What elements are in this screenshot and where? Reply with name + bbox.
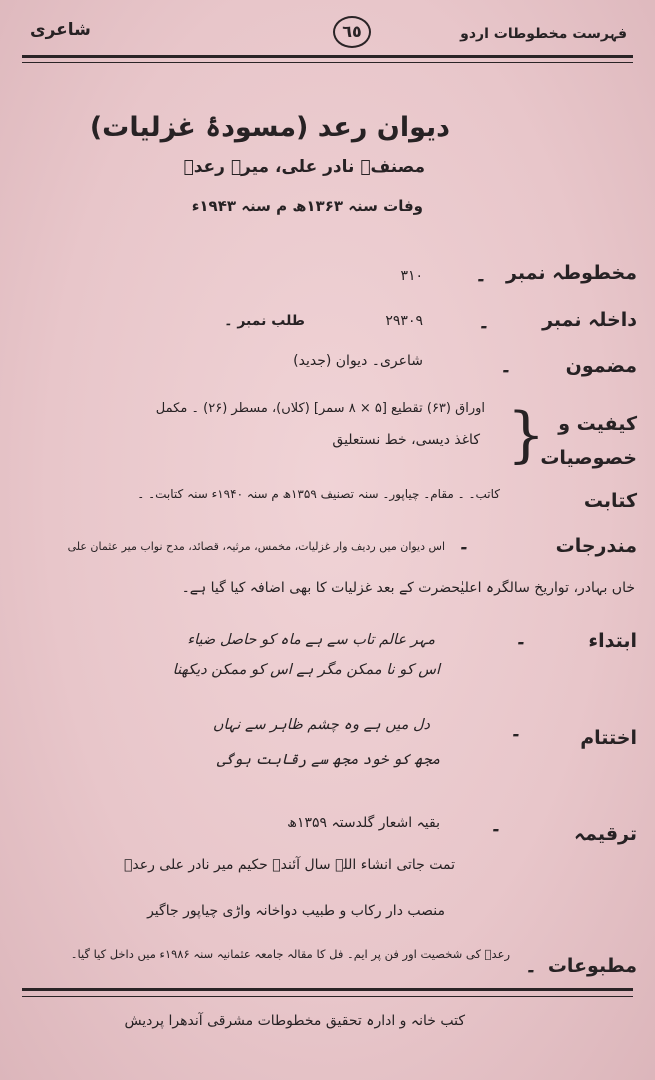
beginning-verse-1: مہر عالم تاب سے ہے ماہ کو حاصل ضیاء: [187, 632, 435, 648]
printed-label: مطبوعات: [547, 955, 637, 977]
colophon-label: ترقیمہ: [573, 823, 637, 845]
header-rule-top: [22, 55, 633, 58]
colophon-line2: تمت جاتی انشاء اللہ سال آئندہ حکیم میر نادر علی رعدؔ: [123, 857, 455, 873]
colophon-line1: بقیہ اشعار گلدستہ ۱۳۵۹ھ: [287, 815, 440, 831]
page-number-badge: [333, 16, 371, 48]
colophon-line3: منصب دار رکاب و طبیب دواخانہ واڑی چیاپور جاگیر: [147, 903, 445, 919]
entry-number-value: ۲۹۳۰۹: [385, 313, 423, 329]
requisition-number: طلب نمبر ۔: [224, 313, 305, 329]
ending-label: اختتام: [580, 727, 637, 749]
header-right-text: فہرست مخطوطات اردو: [460, 26, 627, 42]
page-number: ٦٥: [342, 22, 362, 41]
features-brace: }: [507, 400, 546, 470]
beginning-label: ابتداء: [588, 630, 637, 652]
footer-rule-bottom: [22, 996, 633, 997]
ending-verse-2: مجھ کو خود مجھ سے رقابت ہوگی: [216, 752, 440, 768]
footer-rule-top: [22, 988, 633, 991]
beginning-verse-2: اس کو نا ممکن مگر ہے اس کو ممکن دیکھنا: [172, 662, 440, 678]
author-line: مصنف۔ نادر علی، میر۔ رعدؔ: [183, 157, 425, 177]
death-line: وفات سنہ ۱۳۶۳ھ م سنہ ۱۹۴۳ء: [191, 197, 423, 215]
subject-label: مضمون: [565, 355, 637, 377]
manuscript-number-value: ۳۱۰: [400, 268, 423, 284]
features-label-line1: کیفیت و: [558, 413, 637, 435]
subject-value: شاعری۔ دیوان (جدید): [293, 353, 423, 369]
features-line1: اوراق (۶۳) تقطیع [۵ × ۸ سمر] (کلاں)، مسطر (۲۶) ۔ مکمل: [155, 401, 485, 416]
printed-value: رعدؔ کی شخصیت اور فن پر ایم۔ فل کا مقالہ جامعہ عثمانیہ سنہ ۱۹۸۶ء میں داخل کیا گیا۔: [70, 947, 510, 961]
manuscript-number-dash: ۔: [475, 262, 487, 286]
contents-line2: خاں بہادر، تواریخ سالگرہ اعلیٰحضرت کے بعد غزلیات کا بھی اضافہ کیا گیا ہے۔: [181, 580, 635, 596]
header-rule-bottom: [22, 62, 633, 63]
entry-number-label: داخلہ نمبر: [542, 309, 637, 331]
features-label-line2: خصوصیات: [540, 447, 637, 469]
scribing-label: کتابت: [583, 490, 637, 512]
printed-dash: ۔: [525, 953, 537, 977]
subject-dash: ۔: [500, 353, 512, 377]
beginning-dash: ۔: [515, 625, 527, 649]
manuscript-number-label: مخطوطہ نمبر: [506, 262, 637, 284]
title: دیوان رعد (مسودۂ غزلیات): [89, 112, 450, 143]
scribing-value: کاتب۔ ۔ مقام۔ چیاپور۔ سنہ تصنیف ۱۳۵۹ھ م سنہ ۱۹۴۰ء سنہ کتابت۔ ۔: [137, 487, 500, 501]
entry-number-dash: ۔: [478, 309, 490, 333]
header-left-text: شاعری: [30, 20, 91, 40]
ending-dash: ۔: [510, 717, 522, 741]
colophon-dash: ۔: [490, 812, 502, 836]
features-line2: کاغذ دیسی، خط نستعلیق: [332, 432, 480, 448]
contents-label: مندرجات: [555, 535, 637, 557]
contents-dash: ۔: [458, 530, 470, 554]
ending-verse-1: دل میں ہے وہ چشم ظاہر سے نہاں: [212, 717, 430, 733]
footer-text: کتب خانہ و ادارہ تحقیق مخطوطات مشرقی آندھرا پردیش: [124, 1013, 465, 1029]
contents-line1: اس دیوان میں ردیف وار غزلیات، مخمس، مرثیہ، قصائد، مدح نواب میر عثمان علی: [67, 540, 445, 553]
